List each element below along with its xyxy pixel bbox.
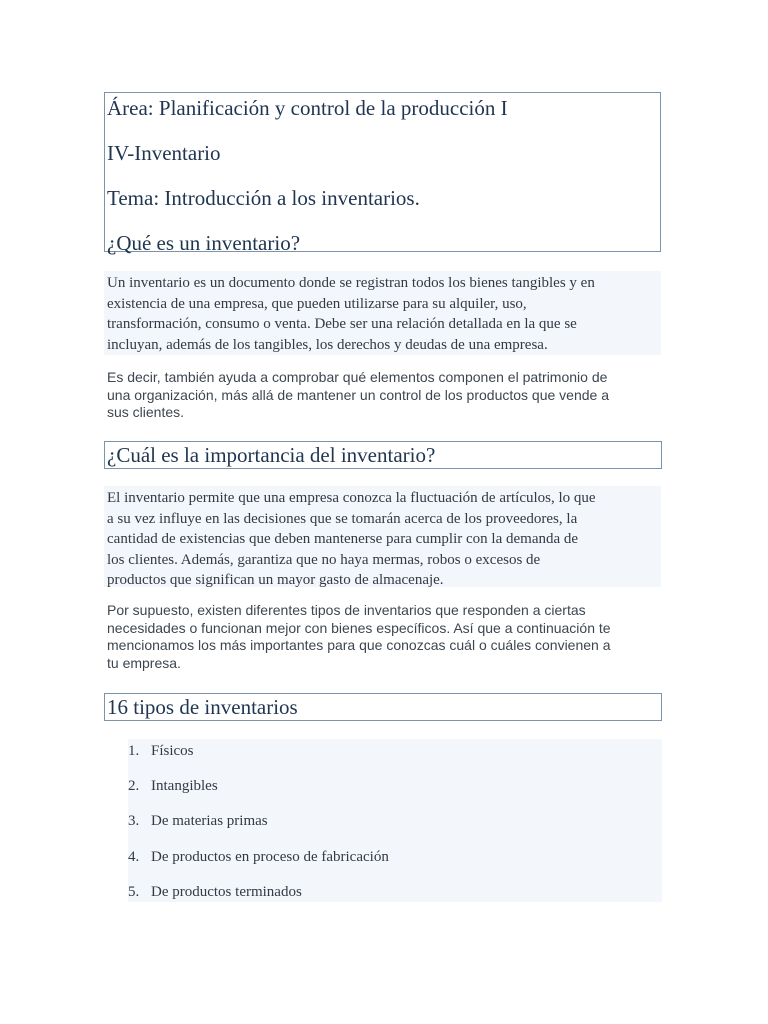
- explanation-line: Es decir, también ayuda a comprobar qué elementos componen el patrimonio de: [107, 369, 608, 385]
- importance-line: a su vez influye en las decisiones que se tomarán acerca de los proveedores, la: [107, 510, 578, 527]
- types-heading: 16 tipos de inventarios: [107, 695, 298, 719]
- list-item-number: 3.: [128, 813, 140, 829]
- explanation-line: una organización, más allá de mantener un control de los productos que vende a: [107, 386, 609, 403]
- explanation-paragraph: [107, 369, 659, 422]
- types-intro-line: Por supuesto, existen diferentes tipos de inventarios que responden a ciertas: [107, 602, 586, 618]
- importance-line: productos que significan un mayor gasto de almacenaje.: [107, 572, 444, 588]
- definition-line: transformación, consumo o venta. Debe ser una relación detallada en la que se: [107, 316, 577, 332]
- explanation-line: sus clientes.: [107, 404, 185, 420]
- types-heading-box: [104, 693, 662, 721]
- list-item-label: De productos en proceso de fabricación: [151, 849, 389, 865]
- header-box: [104, 92, 661, 255]
- importance-line: los clientes. Además, garantiza que no haya mermas, robos o excesos de: [107, 551, 541, 568]
- list-item-number: 1.: [128, 743, 140, 759]
- unit-title: IV-Inventario: [107, 141, 221, 165]
- types-intro-paragraph: [107, 602, 659, 672]
- list-item: [128, 776, 218, 796]
- list-item-label: De materias primas: [151, 813, 268, 829]
- types-intro-line: tu empresa.: [107, 654, 181, 671]
- list-item-label: Físicos: [151, 743, 194, 759]
- definition-line: incluyan, además de los tangibles, los derechos y deudas de una empresa.: [107, 336, 548, 353]
- list-item-label: De productos terminados: [151, 884, 302, 900]
- types-intro-line: mencionamos los más importantes para que conozcas cuál o cuáles convienen a: [107, 637, 611, 653]
- list-item: [128, 847, 389, 867]
- list-item: [128, 882, 302, 902]
- topic-title: Tema: Introducción a los inventarios.: [107, 186, 420, 210]
- definition-line: Un inventario es un documento donde se registran todos los bienes tangibles y en: [107, 275, 595, 291]
- importance-paragraph: [107, 488, 659, 591]
- list-item: [128, 741, 194, 761]
- types-intro-line: necesidades o funcionan mejor con bienes específicos. Así que a continuación te: [107, 619, 611, 636]
- types-list: [128, 739, 662, 902]
- importance-line: El inventario permite que una empresa conozca la fluctuación de artículos, lo que: [107, 490, 596, 506]
- area-title: Área: Planificación y control de la producción I: [107, 96, 508, 120]
- importance-line: cantidad de existencias que deben mantenerse para cumplir con la demanda de: [107, 531, 579, 547]
- list-item-number: 4.: [128, 849, 140, 865]
- importance-heading: ¿Cuál es la importancia del inventario?: [107, 443, 436, 467]
- question-heading: ¿Qué es un inventario?: [107, 231, 301, 255]
- list-item-label: Intangibles: [151, 778, 218, 794]
- definition-line: existencia de una empresa, que pueden utilizarse para su alquiler, uso,: [107, 295, 527, 312]
- list-item-number: 5.: [128, 884, 140, 900]
- importance-heading-box: [104, 441, 662, 469]
- list-item: [128, 811, 268, 831]
- definition-paragraph: [107, 273, 659, 355]
- list-item-number: 2.: [128, 778, 140, 794]
